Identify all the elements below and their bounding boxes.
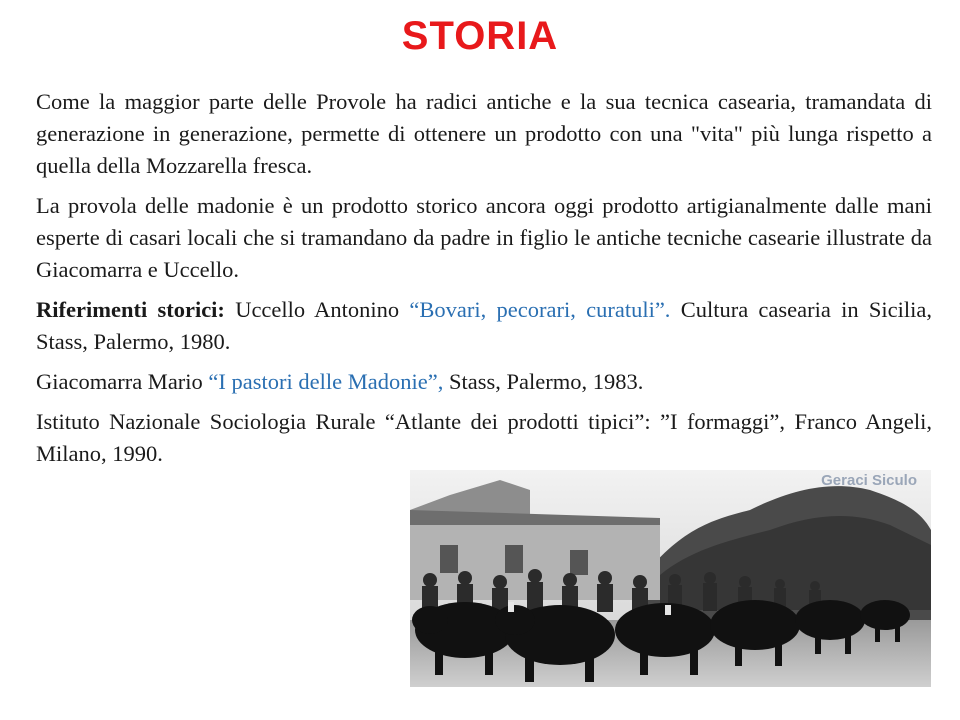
reference-work-title: “I pastori delle Madonie”, [208, 369, 444, 394]
references-label: Riferimenti storici: [36, 297, 225, 322]
reference-author: Giacomarra Mario [36, 369, 209, 394]
paragraph-history: Come la maggior parte delle Provole ha radici antiche e la sua tecnica casearia, tramandata di generazione in generazione, permette di ottenere un prodotto con una "vita" più lunga rispetto a quella della Mozzarella fresca. [36, 89, 932, 178]
paragraph-reference-3: Istituto Nazionale Sociologia Rurale “Atlante dei prodotti tipici”: ”I formaggi”, Franco Angeli, Milano, 1990. [36, 409, 932, 466]
paragraph-reference-1 [36, 294, 932, 358]
body-text [36, 86, 932, 478]
reference-details: Cultura casearia in Sicilia, Stass, Palermo, 1980. [36, 297, 932, 354]
reference-work-title: “Bovari, pecorari, curatuli”. [409, 297, 671, 322]
cattle-photo [410, 470, 931, 687]
paragraph-reference-2 [36, 366, 932, 398]
slide-title: STORIA [401, 14, 559, 58]
paragraph-madonie: La provola delle madonie è un prodotto storico ancora oggi prodotto artigianalmente dalle mani esperte di casari locali che si tramandano da padre in figlio le antiche tecniche casearie illustrate da Giacomarra e Uccello. [36, 193, 932, 282]
reference-details: Stass, Palermo, 1983. [443, 369, 644, 394]
reference-author: Uccello Antonino [224, 297, 410, 322]
cattle-photo-drawing [410, 470, 931, 687]
photo-watermark: Geraci Siculo [821, 472, 917, 489]
